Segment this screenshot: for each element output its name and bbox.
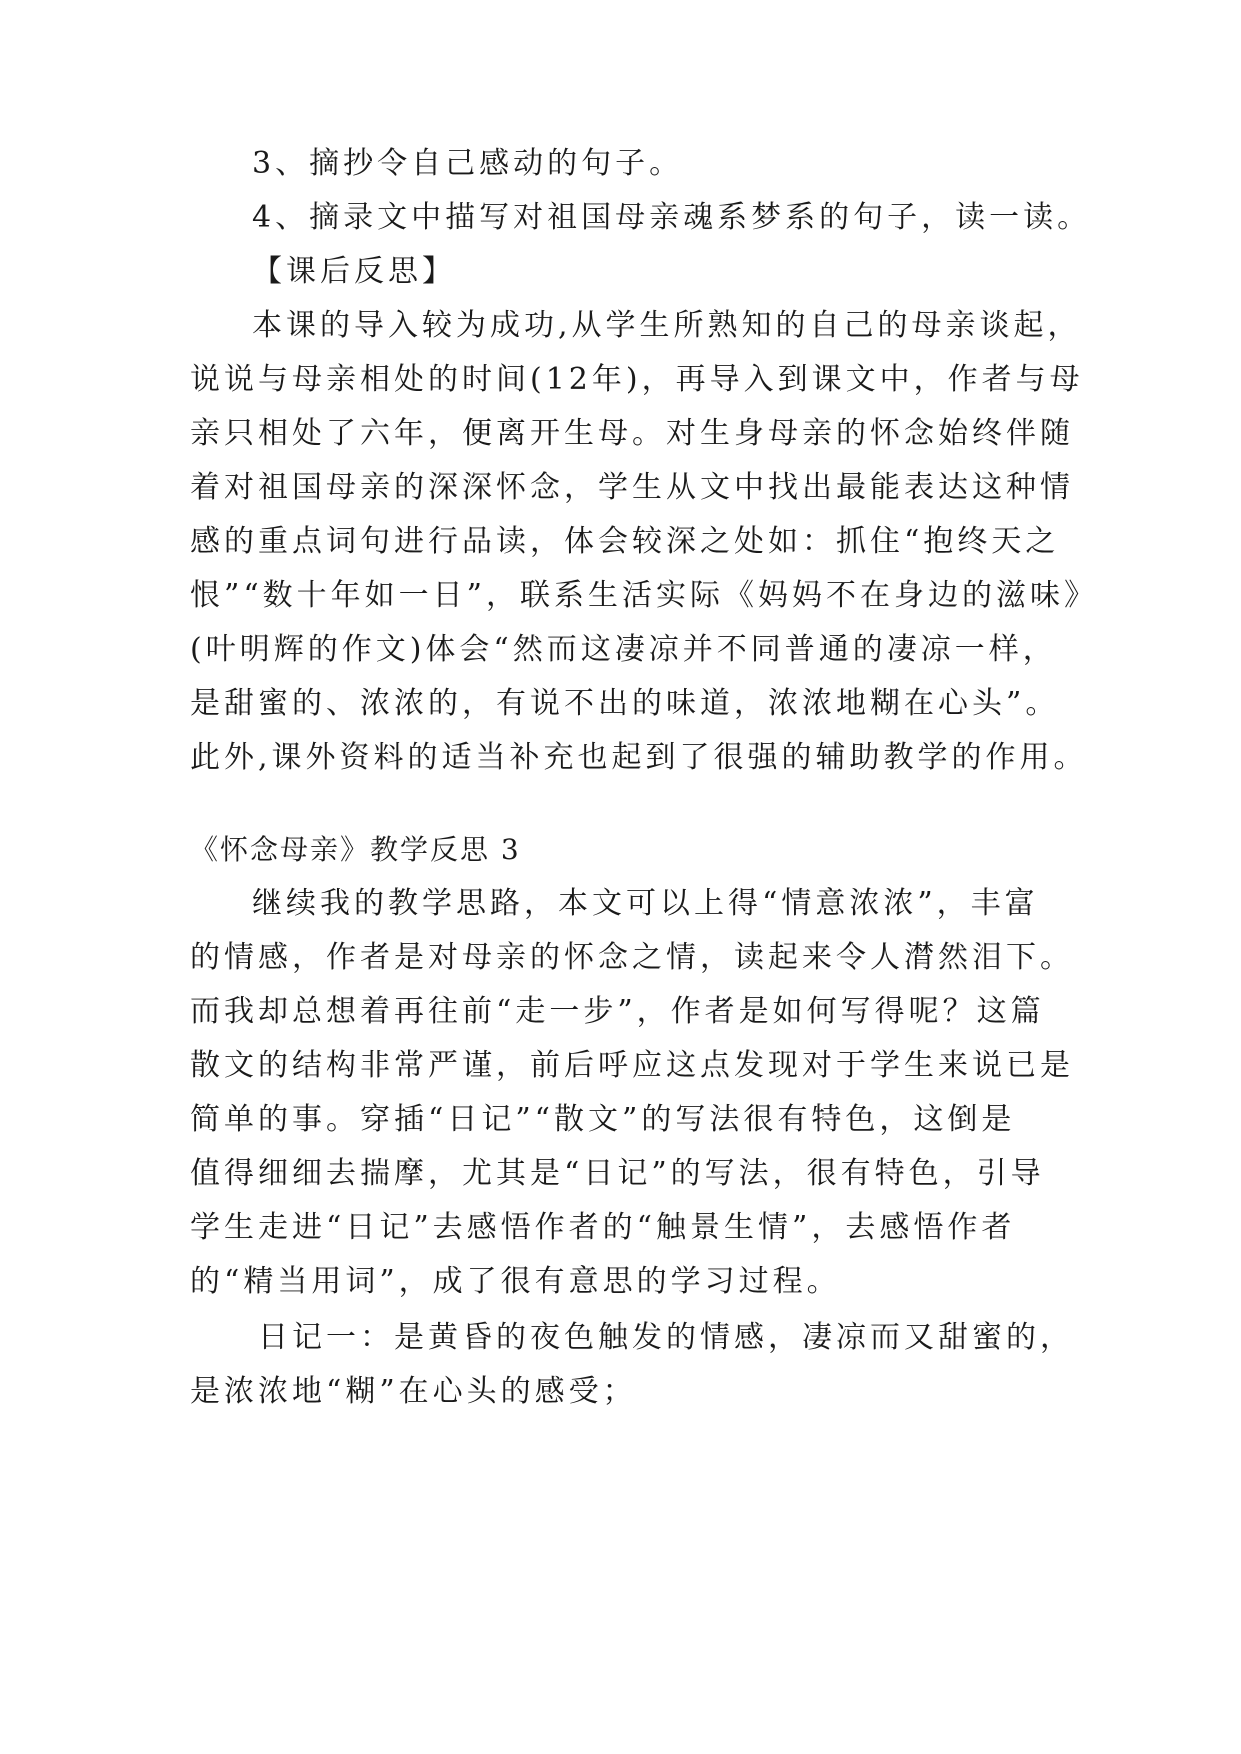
- paragraph-line: 的“精当用词”，成了很有意思的学习过程。: [190, 1264, 841, 1299]
- paragraph-line: 亲只相处了六年，便离开生母。对生身母亲的怀念始终伴随: [190, 416, 1074, 451]
- paragraph-line: 学生走进“日记”去感悟作者的“触景生情”，去感悟作者: [190, 1210, 1016, 1245]
- paragraph-line: 是甜蜜的、浓浓的，有说不出的味道，浓浓地糊在心头”。: [190, 686, 1060, 721]
- list-item-3: 3、摘抄令自己感动的句子。: [252, 146, 684, 181]
- paragraph-line: 此外,课外资料的适当补充也起到了很强的辅助教学的作用。: [190, 740, 1088, 775]
- paragraph-line: 感的重点词句进行品读，体会较深之处如：抓住“抱终天之: [190, 524, 1060, 559]
- paragraph-line: 值得细细去揣摩，尤其是“日记”的写法，很有特色，引导: [190, 1156, 1045, 1191]
- paragraph-line: 而我却总想着再往前“走一步”，作者是如何写得呢？这篇: [190, 994, 1045, 1029]
- paragraph-line: 日记一：是黄昏的夜色触发的情感，凄凉而又甜蜜的，: [258, 1320, 1074, 1355]
- section-title: 《怀念母亲》教学反思 3: [190, 833, 521, 866]
- paragraph-line: (叶明辉的作文)体会“然而这凄凉并不同普通的凄凉一样，: [190, 632, 1057, 667]
- paragraph-line: 本课的导入较为成功,从学生所熟知的自己的母亲谈起，: [252, 308, 1082, 343]
- paragraph-line: 简单的事。穿插“日记”“散文”的写法很有特色，这倒是: [190, 1102, 1016, 1137]
- paragraph-line: 是浓浓地“糊”在心头的感受；: [190, 1374, 637, 1409]
- paragraph-line: 继续我的教学思路，本文可以上得“情意浓浓”，丰富: [252, 886, 1039, 921]
- paragraph-line: 恨”“数十年如一日”，联系生活实际《妈妈不在身边的滋味》: [190, 578, 1099, 613]
- paragraph-line: 说说与母亲相处的时间(12年)，再导入到课文中，作者与母: [190, 362, 1084, 397]
- paragraph-line: 的情感，作者是对母亲的怀念之情，读起来令人潸然泪下。: [190, 940, 1074, 975]
- list-item-4: 4、摘录文中描写对祖国母亲魂系梦系的句子，读一读。: [252, 200, 1092, 235]
- paragraph-line: 着对祖国母亲的深深怀念，学生从文中找出最能表达这种情: [190, 470, 1074, 505]
- paragraph-line: 散文的结构非常严谨，前后呼应这点发现对于学生来说已是: [190, 1048, 1074, 1083]
- reflection-heading: 【课后反思】: [252, 254, 456, 289]
